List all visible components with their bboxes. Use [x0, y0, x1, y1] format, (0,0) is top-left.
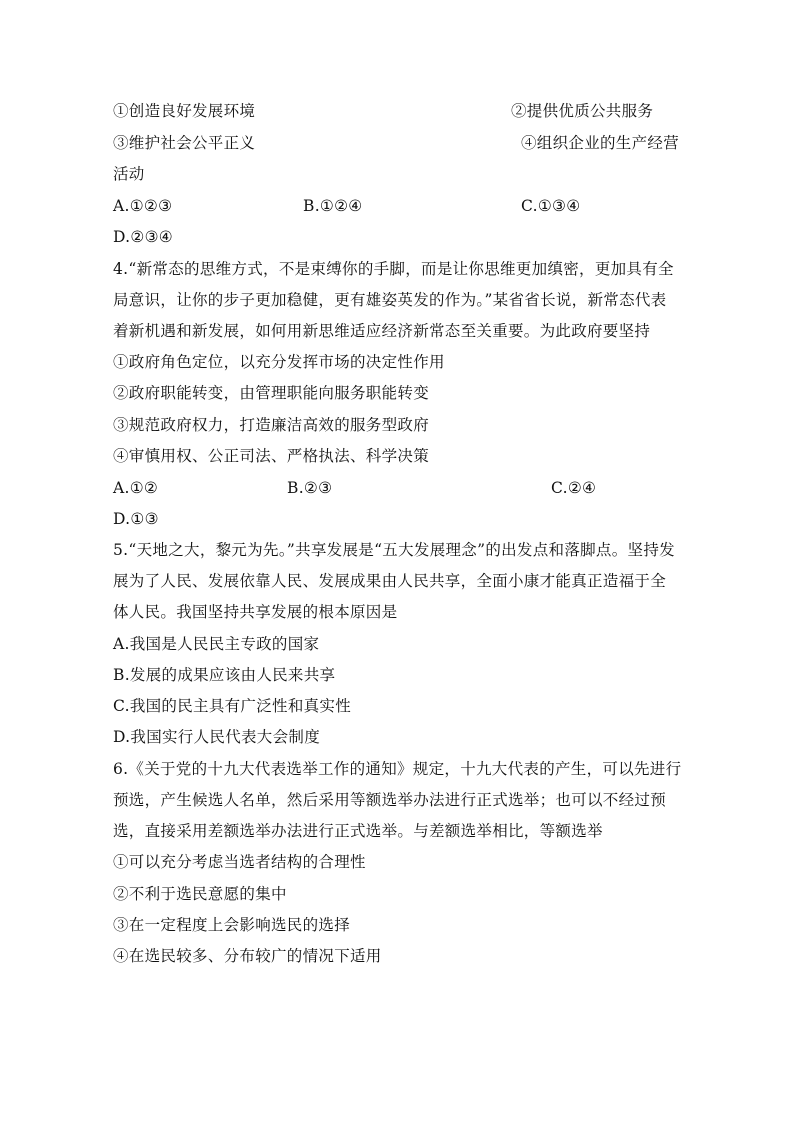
q5-stem-line-2: 展为了人民、发展依靠人民、发展成果由人民共享，全面小康才能真正造福于全	[113, 572, 667, 590]
q4-item-2: ②政府职能转变，由管理职能向服务职能转变	[113, 384, 430, 402]
q5-option-d: D.我国实行人民代表大会制度	[113, 728, 321, 746]
q4-option-d: D.①③	[113, 510, 159, 528]
q6-stem-line-3: 选，直接采用差额选举办法进行正式选举。与差额选举相比，等额选举	[113, 822, 603, 840]
q4-stem-line-1: 4.“新常态的思维方式，不是束缚你的手脚，而是让你思维更加缜密，更加具有全	[113, 260, 674, 278]
q6-item-4: ④在选民较多、分布较广的情况下适用	[113, 947, 382, 965]
q4-item-1: ①政府角色定位，以充分发挥市场的决定性作用	[113, 353, 445, 371]
q4-stem-line-2: 局意识，让你的步子更加稳健，更有雄姿英发的作为。”某省省长说，新常态代表	[113, 291, 667, 309]
q6-item-3: ③在一定程度上会影响选民的选择	[113, 916, 351, 934]
q5-option-a: A.我国是人民民主专政的国家	[113, 635, 320, 653]
q6-item-2: ②不利于选民意愿的集中	[113, 885, 287, 903]
q3-option-b: B.①②④	[303, 197, 363, 215]
q3-item-4-continued: 活动	[113, 165, 145, 183]
q6-stem-line-2: 预选，产生候选人名单，然后采用等额选举办法进行正式选举；也可以不经过预	[113, 791, 667, 809]
q3-item-4: ④组织企业的生产经营	[521, 134, 680, 152]
q3-item-2: ②提供优质公共服务	[511, 102, 654, 120]
q4-option-c: C.②④	[551, 479, 597, 497]
q4-option-b: B.②③	[287, 479, 333, 497]
q3-item-1: ①创造良好发展环境	[113, 102, 256, 120]
q3-item-3: ③维护社会公平正义	[113, 134, 256, 152]
q5-stem-line-1: 5.“天地之大，黎元为先。”共享发展是“五大发展理念”的出发点和落脚点。坚持发	[113, 541, 675, 559]
q5-stem-line-3: 体人民。我国坚持共享发展的根本原因是	[113, 603, 398, 621]
q5-option-c: C.我国的民主具有广泛性和真实性	[113, 697, 352, 715]
q4-item-4: ④审慎用权、公正司法、严格执法、科学决策	[113, 447, 430, 465]
q4-stem-line-3: 着新机遇和新发展，如何用新思维适应经济新常态至关重要。为此政府要坚持	[113, 322, 651, 340]
q3-option-c: C.①③④	[521, 197, 581, 215]
q4-item-3: ③规范政府权力，打造廉洁高效的服务型政府	[113, 416, 430, 434]
q6-item-1: ①可以充分考虑当选者结构的合理性	[113, 853, 366, 871]
q3-option-a: A.①②③	[113, 197, 173, 215]
q3-option-d: D.②③④	[113, 228, 173, 246]
q5-option-b: B.发展的成果应该由人民来共享	[113, 666, 336, 684]
q4-option-a: A.①②	[113, 479, 159, 497]
q6-stem-line-1: 6.《关于党的十九大代表选举工作的通知》规定，十九大代表的产生，可以先进行	[113, 760, 682, 778]
